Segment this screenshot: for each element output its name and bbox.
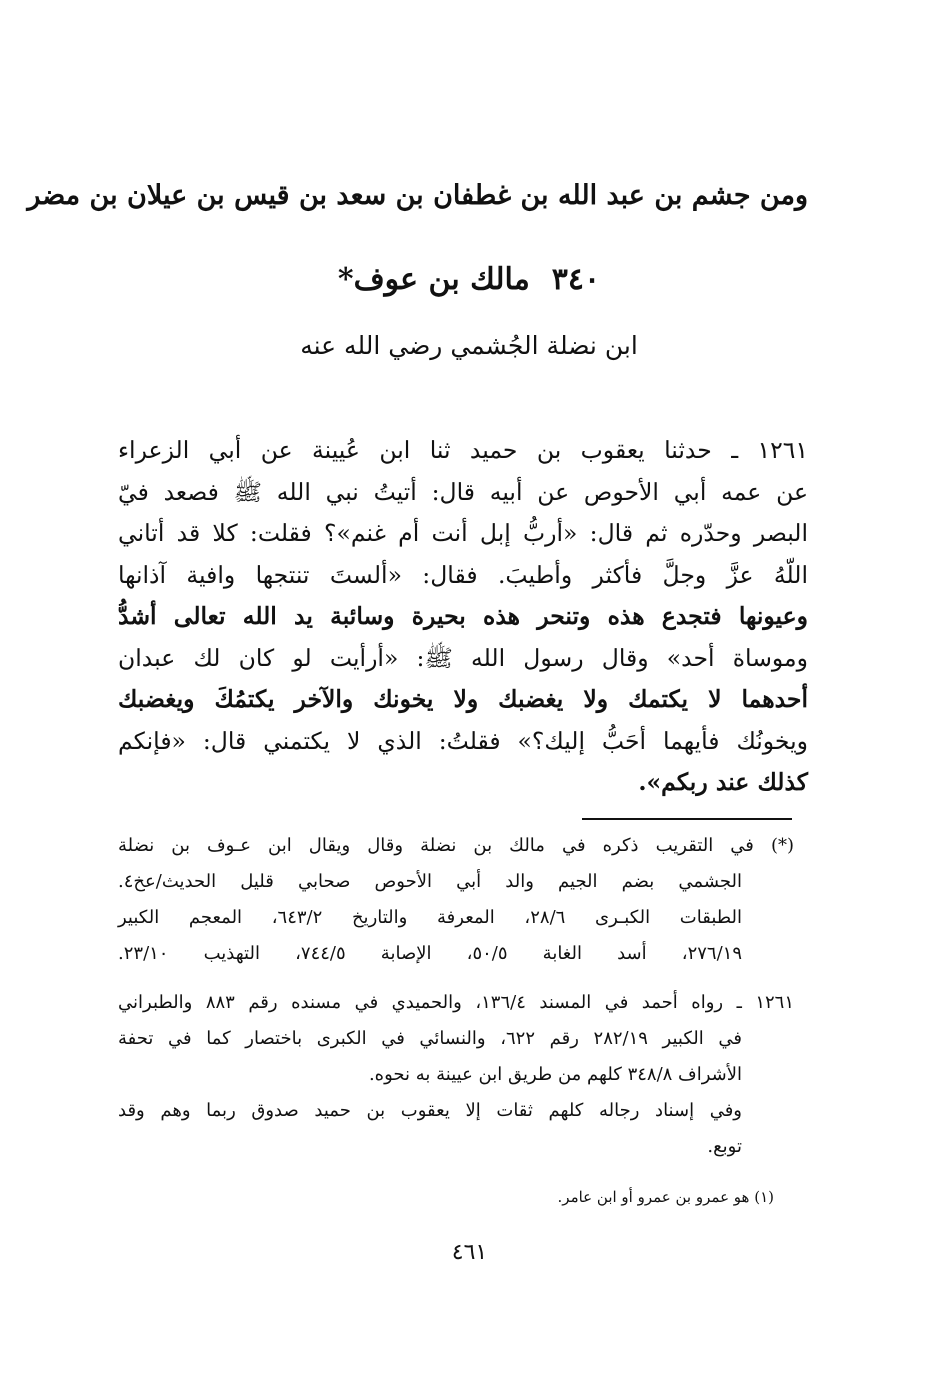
- entry-title: [130, 258, 808, 302]
- footnote-line: ٢٧٦/١٩، أسد الغابة ٥٠/٥، الإصابة ٧٤٤/٥، التهذيب ٢٣/١٠.: [118, 943, 742, 964]
- hadith-line: عن عمه أبي الأحوص عن أبيه قال: أتيتُ نبي الله ﷺ فصعد فيّ: [118, 477, 808, 506]
- hadith-line: ١٢٦١ ـ حدثنا يعقوب بن حميد ثنا ابن عُيينة عن أبي الزعراء: [118, 436, 808, 464]
- footnote-note-1: (١) هو عمرو بن عمرو أو ابن عامر.: [557, 1188, 774, 1206]
- hadith-line: ويخونُك فأيهما أحَبُّ إليك؟» فقلتُ: الذي لا يكتمني قال: «فإنكم: [118, 726, 808, 755]
- footnote-divider: [582, 818, 792, 820]
- hadith-line: اللّهُ عزَّ وجلَّ فأكثر وأطيبَ. فقال: «ألستَ تنتجها وافية آذانها: [118, 560, 808, 589]
- entry-number: ٣٤٠: [551, 262, 601, 297]
- hadith-line: وموساة أحد» وقال رسول الله ﷺ: «أرأيت لو كان لك عبدان: [118, 643, 808, 672]
- footnote-line: (*) في التقريب ذكره في مالك بن نضلة وقال ويقال ابن عـوف بن نضلة: [118, 835, 794, 856]
- footnote-line: الجشمي بضم الجيم والد أبي الأحوص صحابي قليل الحديث/عخ٤.: [118, 871, 742, 892]
- footnote-takhrij: [118, 985, 794, 1165]
- footnote-line: الطبقات الكبـرى ٢٨/٦، المعرفة والتاريخ ٦٤٣/٢، المعجم الكبير: [118, 907, 743, 928]
- entry-subtitle: ابن نضلة الجُشمي رضي الله عنه: [300, 331, 638, 360]
- page-number: ٤٦١: [451, 1240, 488, 1265]
- footnote-line: في الكبير ٢٨٢/١٩ رقم ٦٢٢، والنسائي في الكبرى باختصار كما في تحفة: [118, 1028, 742, 1049]
- hadith-text: [118, 430, 808, 804]
- footnote-line: الأشراف ٣٤٨/٨ كلهم من طريق ابن عيينة به نحوه.: [368, 1064, 742, 1085]
- footnote-biography: [118, 828, 794, 972]
- hadith-line: كذلك عند ربكم».: [638, 768, 808, 796]
- footnote-line: توبع.: [707, 1136, 742, 1157]
- hadith-line: أحدهما لا يكتمك ولا يغضبك ولا يخونك والآخر يكتمُكَ ويغضبك: [118, 685, 808, 713]
- entry-name: مالك بن عوف*: [337, 262, 530, 297]
- footnote-line: ١٢٦١ ـ رواه أحمد في المسند ١٣٦/٤، والحميدي في مسنده رقم ٨٨٣ والطبراني: [118, 992, 794, 1013]
- section-heading: ومن جشم بن عبد الله بن غطفان بن سعد بن قيس بن عيلان بن مضر: [27, 180, 808, 211]
- hadith-line: وعيونها فتجدع هذه وتنحر هذه بحيرة وسائبة يد الله تعالى أشدُّ: [118, 602, 808, 630]
- footnote-line: وفي إسناد رجاله كلهم ثقات إلا يعقوب بن حميد صدوق ربما وهم وقد: [118, 1100, 742, 1121]
- hadith-line: البصر وحدّره ثم قال: «أربُّ إبل أنت أم غنم»؟ فقلت: كلا قد أتاني: [118, 519, 808, 547]
